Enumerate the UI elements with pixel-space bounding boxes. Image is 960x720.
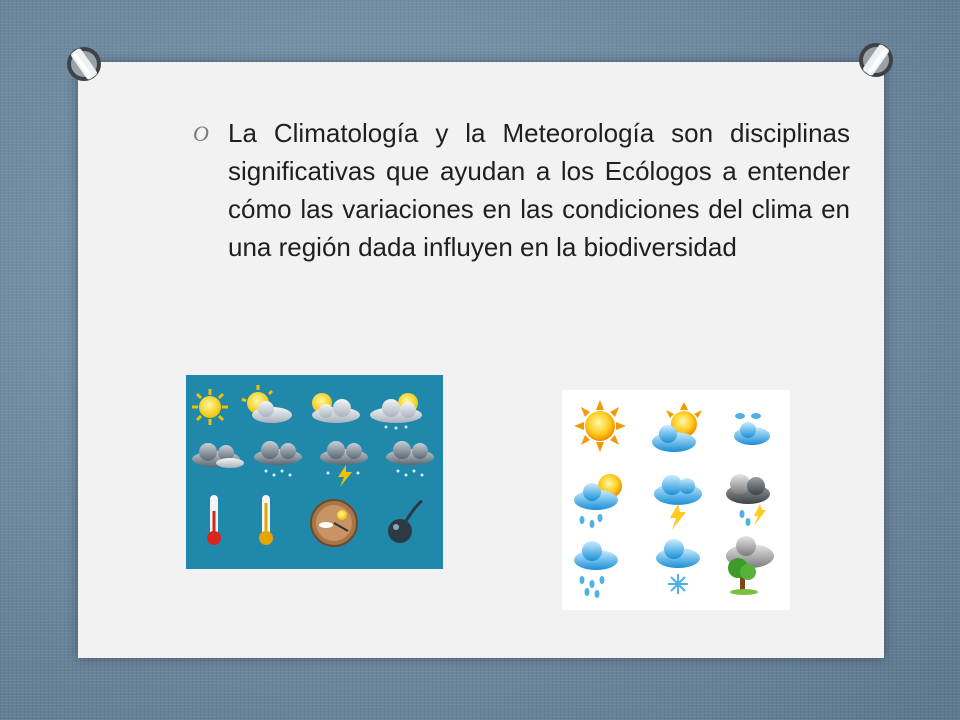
thermometer-cold-icon	[207, 495, 221, 545]
sun-cloud-icon	[652, 402, 702, 452]
weather-dial-icon	[311, 500, 357, 546]
cloud-rain-icon	[386, 441, 434, 477]
cloud-rain-icon	[254, 441, 302, 477]
sun-icon	[192, 389, 228, 425]
cloud-rain-icon	[574, 541, 618, 598]
cloud-rain-sun-icon	[370, 393, 422, 430]
barometer-icon	[388, 501, 422, 543]
sun-cloud-rain-icon	[574, 474, 622, 528]
small-cloud-icon	[734, 413, 770, 445]
weather-icons-picture-right	[562, 390, 790, 610]
cloud-storm-icon	[654, 475, 702, 530]
sun-cloud-icon	[312, 393, 360, 423]
pin-left-icon	[64, 44, 104, 84]
cloud-icon	[192, 443, 244, 468]
pin-right-icon	[856, 40, 896, 80]
cloud-storm-icon	[320, 441, 368, 487]
cloud-snow-icon	[656, 539, 700, 594]
weather-icons-picture-left	[186, 375, 443, 569]
sun-icon	[574, 400, 626, 452]
cloud-tree-icon	[726, 536, 774, 595]
bullet-marker: O	[193, 121, 209, 146]
slide-paragraph: La Climatología y la Meteorología son disciplinas significativas que ayudan a los Ecólogos a entender cómo las variaciones en las condiciones del clima en una región dada influyen en la biodiversidad	[228, 118, 850, 262]
sun-cloud-icon	[242, 385, 292, 423]
dark-cloud-storm-icon	[726, 474, 770, 526]
thermometer-warm-icon	[259, 495, 273, 545]
